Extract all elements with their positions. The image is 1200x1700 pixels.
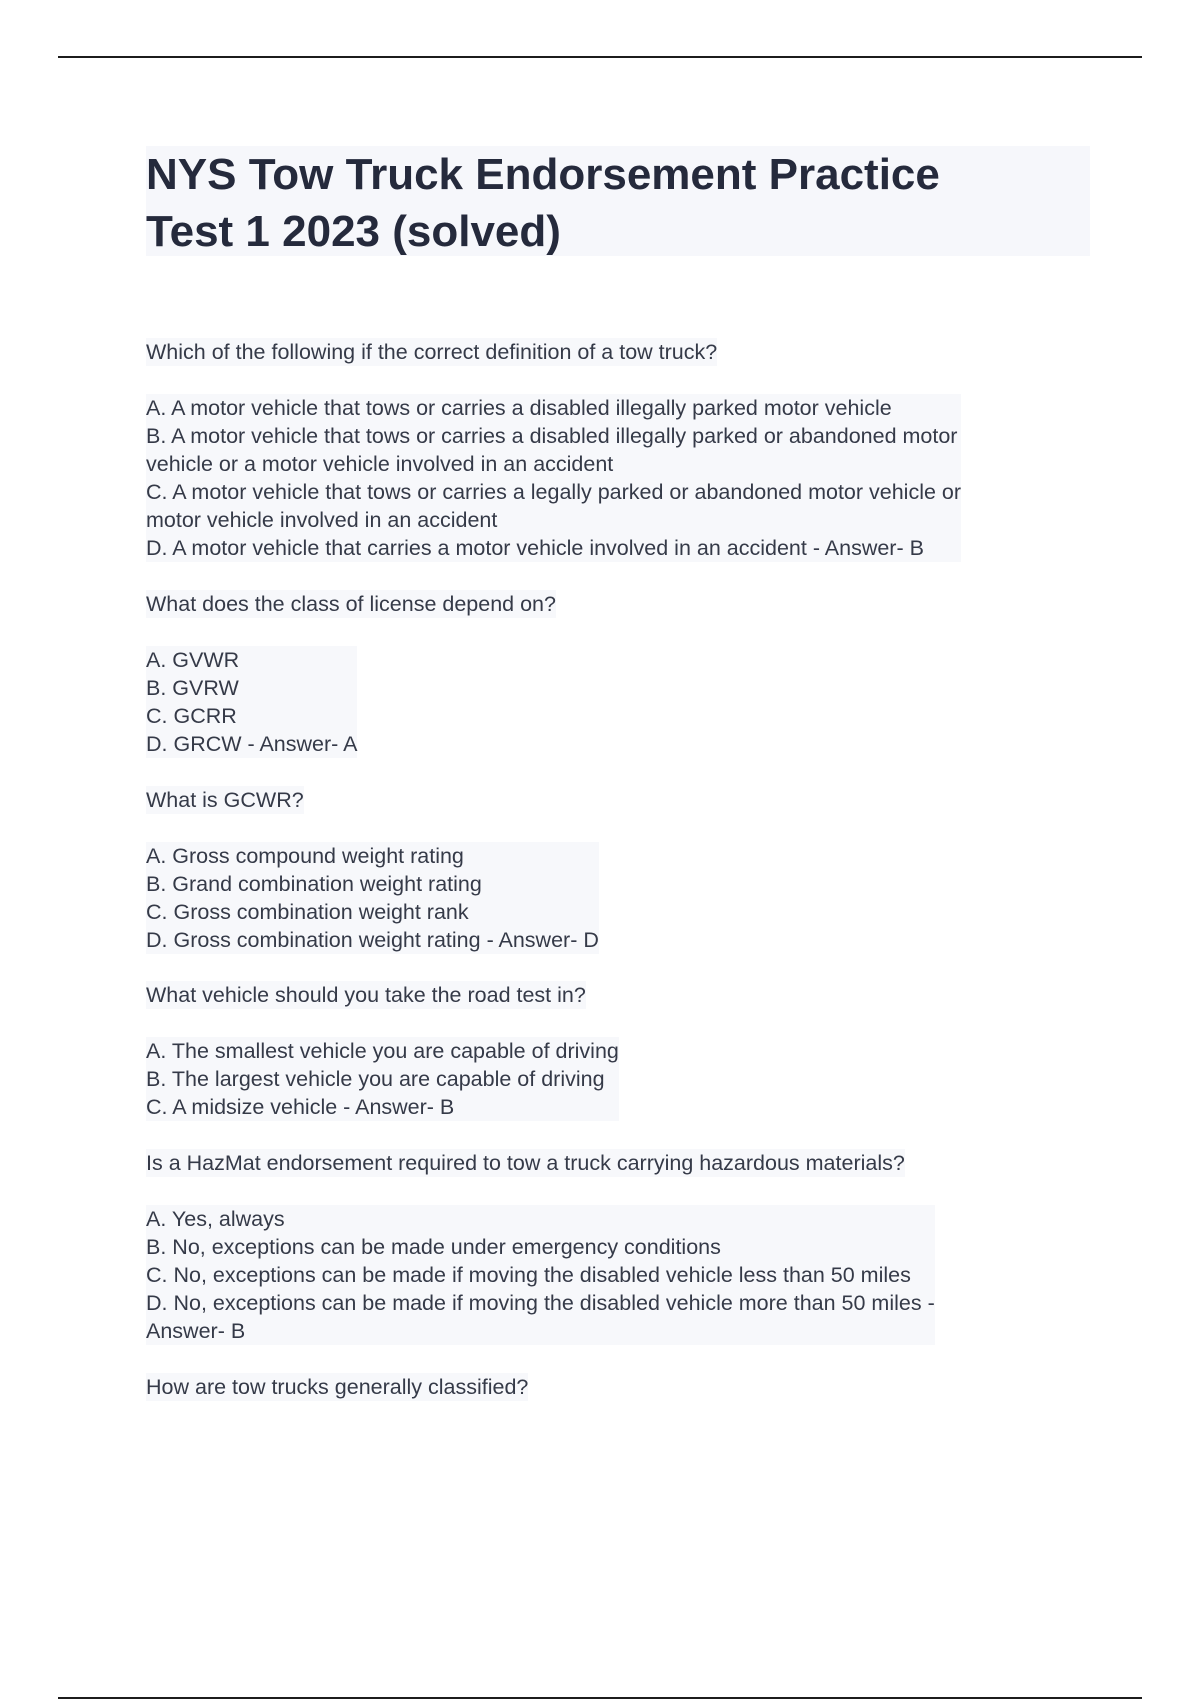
question-block-3	[146, 786, 1090, 954]
question-block-5	[146, 1149, 1090, 1345]
option-line: motor vehicle involved in an accident	[146, 508, 498, 532]
question-block-4	[146, 981, 1090, 1121]
question-block-2	[146, 590, 1090, 758]
option-line: C. GCRR	[146, 704, 237, 728]
options-list	[146, 1205, 935, 1345]
option-line: B. Grand combination weight rating	[146, 872, 482, 896]
option-line: vehicle or a motor vehicle involved in an accident	[146, 452, 614, 476]
option-line: D. No, exceptions can be made if moving the disabled vehicle more than 50 miles -	[146, 1291, 935, 1315]
question-text: How are tow trucks generally classified?	[146, 1375, 529, 1399]
question-text: What vehicle should you take the road test in?	[146, 983, 586, 1007]
title-line-1: NYS Tow Truck Endorsement Practice	[146, 150, 940, 199]
option-line: A. Yes, always	[146, 1207, 285, 1231]
question-text: Is a HazMat endorsement required to tow a truck carrying hazardous materials?	[146, 1151, 905, 1175]
option-line: C. Gross combination weight rank	[146, 900, 469, 924]
option-line: B. No, exceptions can be made under emergency conditions	[146, 1235, 721, 1259]
option-line: A. GVWR	[146, 648, 240, 672]
question-block-6	[146, 1373, 1090, 1401]
question-text: Which of the following if the correct definition of a tow truck?	[146, 340, 718, 364]
question-block-1	[146, 338, 1090, 562]
question-text: What does the class of license depend on?	[146, 592, 556, 616]
option-line: A. A motor vehicle that tows or carries a disabled illegally parked motor vehicle	[146, 396, 892, 420]
option-line: Answer- B	[146, 1319, 246, 1343]
bottom-rule	[58, 1697, 1142, 1699]
option-line: C. A motor vehicle that tows or carries a legally parked or abandoned motor vehicle or	[146, 480, 962, 504]
options-list	[146, 394, 961, 562]
options-list	[146, 842, 599, 954]
option-line: C. A midsize vehicle - Answer- B	[146, 1095, 455, 1119]
option-line: D. Gross combination weight rating - Answer- D	[146, 928, 599, 952]
title-line-2: Test 1 2023 (solved)	[146, 207, 561, 256]
option-line: D. A motor vehicle that carries a motor vehicle involved in an accident - Answer- B	[146, 536, 924, 560]
option-line: B. GVRW	[146, 676, 239, 700]
option-line: D. GRCW - Answer- A	[146, 732, 358, 756]
top-rule	[58, 56, 1142, 58]
option-line: A. The smallest vehicle you are capable of driving	[146, 1039, 619, 1063]
question-text: What is GCWR?	[146, 788, 304, 812]
option-line: B. A motor vehicle that tows or carries a disabled illegally parked or abandoned motor	[146, 424, 958, 448]
option-line: C. No, exceptions can be made if moving the disabled vehicle less than 50 miles	[146, 1263, 911, 1287]
options-list	[146, 646, 357, 758]
option-line: B. The largest vehicle you are capable of driving	[146, 1067, 605, 1091]
document-body	[146, 146, 1090, 1399]
page-title	[146, 146, 1090, 256]
options-list	[146, 1037, 619, 1121]
option-line: A. Gross compound weight rating	[146, 844, 464, 868]
